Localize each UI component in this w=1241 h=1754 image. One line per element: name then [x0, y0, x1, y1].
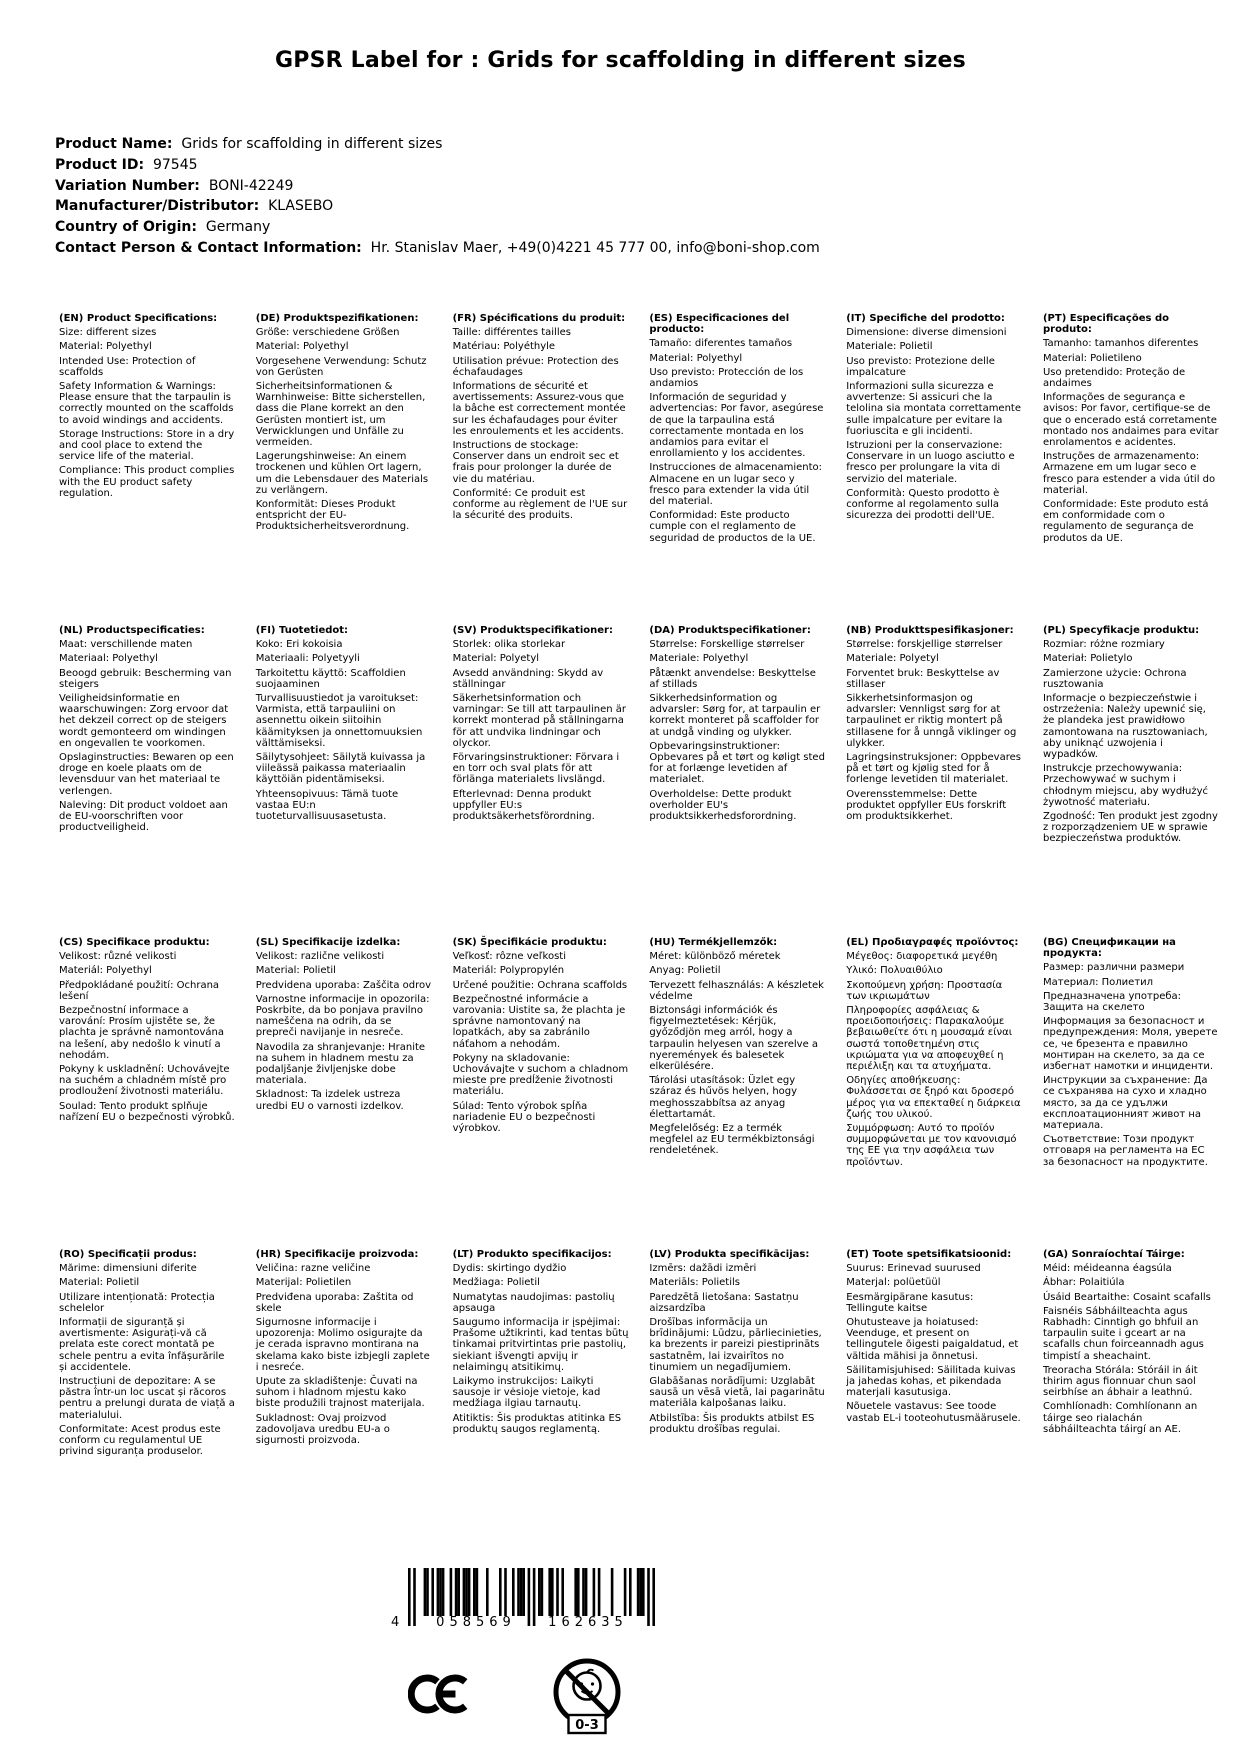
lang-block-da — [649, 625, 825, 937]
lang-block-title: (EN) Product Specifications: — [59, 313, 218, 324]
lang-block-paragraph: Safety Information & Warnings: Please ensure that the tarpaulin is correctly mounted on the scaffolds to avoid windings and accidents. — [59, 381, 234, 426]
lang-block-paragraph: Πληροφορίες ασφάλειας & προειδοποιήσεις: Παρακαλούμε βεβαιωθείτε ότι η μουσαμά είναι σωστά τοποθετημένη στις ικριώματα για να αποφευχθεί η περιέλιξη και τα ατυχήματα. — [846, 1005, 1013, 1073]
lang-block-paragraph: Informations de sécurité et avertissements: Assurez-vous que la bâche est correctement montée sur les échafaudages pour éviter les enroulements et les accidents. — [452, 381, 626, 437]
lang-block-paragraph: Overensstemmelse: Dette produktet oppfyller EUs forskrift om produktsikkerhet. — [846, 788, 1007, 823]
barcode-left-digits: 058569 — [436, 1615, 516, 1630]
lang-block-paragraph: Súlad: Tento výrobok spĺňa nariadenie EU o bezpečnosti výrobkov. — [452, 1100, 596, 1135]
lang-block-paragraph: Úsáid Beartaithe: Cosaint scafalls — [1042, 1291, 1211, 1303]
lang-block-paragraph: Materijal: Polietilen — [255, 1277, 352, 1289]
lang-block-paragraph: Uso previsto: Protección de los andamios — [649, 366, 804, 390]
ean-barcode — [391, 1568, 655, 1646]
lang-block-paragraph: Συμμόρφωση: Αυτό το προϊόν συμμορφώνεται με τον κανονισμό της ΕΕ για την ασφάλεια των προϊόντων. — [846, 1123, 1017, 1168]
lang-block-paragraph: Eesmärgipärane kasutus: Tellingute kaitse — [846, 1291, 974, 1314]
lang-block-title: (PL) Specyfikacje produktu: — [1042, 625, 1200, 636]
lang-block-paragraph: Méid: méideanna éagsúla — [1042, 1263, 1172, 1275]
lang-block-paragraph: Veľkosť: rôzne veľkosti — [452, 951, 567, 963]
lang-block-paragraph: Storage Instructions: Store in a dry and cool place to extend the service life of the material. — [59, 428, 235, 463]
lang-block-paragraph: Storlek: olika storlekar — [452, 639, 566, 651]
product-info-value: BONI-42249 — [208, 177, 294, 194]
lang-block-paragraph: Материал: Полиетил — [1042, 976, 1154, 988]
lang-block-paragraph: Skladnost: Ta izdelek ustreza uredbi EU o varnosti izdelkov. — [255, 1089, 404, 1112]
lang-block-paragraph: Yhteensopivuus: Tämä tuote vastaa EU:n tuoteturvallisuusasetusta. — [255, 788, 399, 823]
lang-block-lv — [649, 1249, 825, 1457]
lang-block-paragraph: Efterlevnad: Denna produkt uppfyller EU:s produktsäkerhetsförordning. — [452, 788, 595, 823]
lang-block-title: (IT) Specifiche del prodotto: — [846, 313, 1005, 324]
lang-block-paragraph: Ohutusteave ja hoiatused: Veenduge, et present on tellingutele õigesti paigaldatud, et vältida mähisi ja õnnetusi. — [846, 1317, 1019, 1362]
lang-block-paragraph: Turvallisuustiedot ja varoitukset: Varmista, että tarpauliini on asennettu oikein siitoihin käämityksen ja onnettomuuksien välttämiseksi. — [255, 693, 423, 749]
lang-block-title: (GA) Sonraíochtaí Táirge: — [1042, 1249, 1185, 1260]
lang-block-paragraph: Materiał: Polietylo — [1042, 653, 1133, 665]
lang-block-nl — [59, 625, 235, 937]
lang-block-ga — [1043, 1249, 1219, 1457]
lang-block-sk — [453, 937, 629, 1249]
lang-block-paragraph: Förvaringsinstruktioner: Förvara i en torr och sval plats för att förlänga materialets livslängd. — [452, 752, 620, 786]
lang-block-paragraph: Sikkerhetsinformasjon og advarsler: Vennligst sørg for at tarpaulinet er riktig montert på stillasene for å unngå viklinger og ulykker. — [846, 693, 1017, 749]
lang-block-it — [846, 313, 1022, 625]
product-info-line — [55, 217, 820, 238]
lang-block-paragraph: Μέγεθος: διαφορετικά μεγέθη — [846, 951, 998, 963]
lang-block-paragraph: Beoogd gebruik: Bescherming van steigers — [59, 667, 232, 690]
lang-block-paragraph: Materiaal: Polyethyl — [59, 653, 158, 665]
lang-block-title: (HR) Specifikacije proizvoda: — [255, 1249, 419, 1260]
lang-block-paragraph: Předpokládané použití: Ochrana lešení — [59, 979, 220, 1002]
lang-block-paragraph: Size: different sizes — [59, 327, 157, 339]
product-info-label: Product ID: — [55, 156, 145, 173]
lang-block-paragraph: Størrelse: forskjellige størrelser — [846, 639, 1003, 651]
lang-block-paragraph: Konformität: Dieses Produkt entspricht der EU-Produktsicherheitsverordnung. — [255, 499, 410, 533]
lang-block-paragraph: Comhlíonadh: Comhlíonann an táirge seo rialachán sábháilteachta táirgí an AE. — [1042, 1401, 1198, 1435]
product-info-line — [55, 134, 820, 155]
lang-block-paragraph: Инструкции за съхранение: Да се съхранява на сухо и хладно място, за да се удължи експлоатационният живот на материала. — [1042, 1075, 1208, 1132]
lang-block-paragraph: Istruzioni per la conservazione: Conservare in un luogo asciutto e fresco per prolungare la vita di servizio del materiale. — [846, 440, 1015, 485]
lang-block-paragraph: Dydis: skirtingo dydžio — [452, 1263, 567, 1275]
lang-block-title: (RO) Specificații produs: — [59, 1249, 197, 1260]
product-info-value: Hr. Stanislav Maer, +49(0)4221 45 777 00, info@boni-shop.com — [370, 239, 820, 256]
lang-block-paragraph: Material: Polyethyl — [649, 352, 743, 364]
lang-block-paragraph: Utilizare intenționată: Protecția schelelor — [59, 1291, 215, 1314]
lang-block-title: (DA) Produktspecifikationer: — [649, 625, 811, 636]
lang-block-paragraph: Varnostne informacije in opozorila: Poskrbite, da bo ponjava pravilno nameščena na odrih, da se prepreči navijanje in nesreče. — [255, 993, 430, 1039]
lang-block-paragraph: Informacje o bezpieczeństwie i ostrzeżenia: Należy upewnić się, że plandeka jest prawidłowo zamontowana na rusztowaniach, aby uniknąć uzwojenia i wypadków. — [1042, 693, 1208, 761]
age-restriction-label: 0-3 — [575, 1718, 599, 1733]
product-info-value: Grids for scaffolding in different sizes — [181, 136, 443, 152]
lang-block-paragraph: Treoracha Stórála: Stóráil in áit thirim agus fionnuar chun saol seirbhíse an ábhair a leathnú. — [1042, 1364, 1198, 1399]
barcode-right-digits: 162635 — [548, 1615, 628, 1630]
lang-block-paragraph: Materiale: Polietil — [846, 341, 933, 353]
product-info-value: 97545 — [152, 156, 198, 173]
lang-block-fr — [453, 313, 629, 625]
lang-block-paragraph: Suurus: Erinevad suurused — [846, 1263, 981, 1275]
lang-block-title: (PT) Especificações do produto: — [1042, 313, 1169, 336]
lang-block-paragraph: Nõuetele vastavus: See toode vastab EL-i tooteohutusmäärusele. — [846, 1401, 1021, 1424]
lang-block-paragraph: Atitiktis: Šis produktas atitinka ES produktų saugos reglamentą. — [452, 1412, 622, 1435]
lang-block-paragraph: Conformité: Ce produit est conforme au règlement de l'UE sur la sécurité des produits. — [452, 487, 628, 522]
lang-block-paragraph: Material: Polyethyl — [255, 341, 349, 353]
lang-block-paragraph: Vorgesehene Verwendung: Schutz von Gerüsten — [255, 355, 427, 378]
lang-block-fi — [256, 625, 432, 937]
lang-block-paragraph: Conformidad: Este producto cumple con el reglamento de seguridad de productos de la UE. — [649, 510, 816, 544]
lang-block-paragraph: Anyag: Polietil — [649, 965, 721, 977]
lang-block-paragraph: Naleving: Dit product voldoet aan de EU-voorschriften voor productveiligheid. — [59, 799, 228, 834]
lang-block-bg — [1043, 937, 1219, 1249]
lang-block-sv — [453, 625, 629, 937]
lang-block-paragraph: Medžiaga: Polietil — [452, 1277, 540, 1289]
lang-block-paragraph: Съответствие: Този продукт отговаря на регламента на ЕС за безопасност на продуктите. — [1042, 1134, 1208, 1168]
lang-block-hr — [256, 1249, 432, 1457]
lang-block-paragraph: Izmērs: dažādi izmēri — [649, 1263, 757, 1275]
lang-block-paragraph: Materiāls: Polietils — [649, 1277, 740, 1289]
product-info-line — [55, 155, 820, 176]
lang-block-title: (ES) Especificaciones del producto: — [649, 313, 790, 336]
lang-block-paragraph: Ábhar: Polaitiúla — [1042, 1277, 1125, 1289]
lang-block-paragraph: Размер: различни размери — [1042, 962, 1185, 974]
lang-block-pl — [1043, 625, 1219, 937]
lang-block-paragraph: Určené použitie: Ochrana scaffolds — [452, 979, 628, 991]
lang-block-paragraph: Drošības informācija un brīdinājumi: Lūdzu, pārliecinieties, ka brezents ir pareizi piestiprināts sastatnēm, lai izvairītos no tinumiem un negadījumiem. — [649, 1317, 822, 1373]
lang-block-paragraph: Velikost: různé velikosti — [59, 951, 177, 963]
lang-block-en — [59, 313, 235, 625]
lang-block-title: (SV) Produktspecifikationer: — [452, 625, 613, 636]
lang-block-hu — [649, 937, 825, 1249]
lang-block-paragraph: Größe: verschiedene Größen — [255, 327, 400, 339]
lang-block-title: (LT) Produkto specifikacijos: — [452, 1249, 612, 1260]
lang-block-paragraph: Οδηγίες αποθήκευσης: Φυλάσσεται σε ξηρό και δροσερό μέρος για να επεκταθεί η διάρκεια ζωής του υλικού. — [846, 1075, 1021, 1120]
barcode-lead-digit: 4 — [391, 1615, 400, 1630]
product-info-line — [55, 196, 820, 217]
lang-block-paragraph: Upute za skladištenje: Čuvati na suhom i hladnom mjestu kako biste produžili trajnost materijala. — [255, 1376, 425, 1410]
lang-block-paragraph: Paredzētā lietošana: Sastatņu aizsardzība — [649, 1291, 799, 1314]
lang-block-paragraph: Tervezett felhasználás: A készletek védelme — [649, 979, 824, 1002]
lang-block-title: (ET) Toote spetsifikatsioonid: — [846, 1249, 1012, 1260]
lang-block-paragraph: Størrelse: Forskellige størrelser — [649, 639, 805, 651]
product-info-label: Manufacturer/Distributor: — [55, 198, 260, 215]
ce-mark-icon — [408, 1670, 472, 1718]
lang-block-title: (HU) Termékjellemzők: — [649, 937, 778, 948]
lang-block-paragraph: Atbilstība: Šis produkts atbilst ES produktu drošības regulai. — [649, 1412, 815, 1435]
lang-block-paragraph: Tárolási utasítások: Üzlet egy száraz és hűvös helyen, hogy meghosszabbítsa az anyag élettartamát. — [649, 1075, 798, 1120]
lang-block-paragraph: Predvidena uporaba: Zaščita odrov — [255, 979, 432, 991]
language-specs-grid — [59, 313, 1240, 1457]
lang-block-paragraph: Avsedd användning: Skydd av ställningar — [452, 667, 604, 690]
product-info-line — [55, 176, 820, 197]
lang-block-paragraph: Predviđena uporaba: Zaštita od skele — [255, 1291, 414, 1314]
lang-block-paragraph: Mărime: dimensiuni diferite — [59, 1263, 197, 1275]
lang-block-paragraph: Instrucțiuni de depozitare: A se păstra într-un loc uscat și răcoros pentru a prelungi durata de viață a materialului. — [59, 1376, 235, 1421]
lang-block-title: (EL) Προδιαγραφές προϊόντος: — [846, 937, 1019, 948]
lang-block-paragraph: Pokyny k uskladnění: Uchovávejte na suchém a chladném místě pro prodloužení životnosti materiálu. — [59, 1064, 230, 1098]
lang-block-title: (FI) Tuotetiedot: — [255, 625, 349, 636]
lang-block-paragraph: Tarkoitettu käyttö: Scaffoldien suojaaminen — [255, 667, 406, 690]
lang-block-cs — [59, 937, 235, 1249]
product-info-section — [55, 134, 820, 259]
lang-block-paragraph: Tamanho: tamanhos diferentes — [1042, 338, 1199, 350]
lang-block-paragraph: Säilytysohjeet: Säilytä kuivassa ja viileässä paikassa materiaalin käyttöiän pidentämiseksi. — [255, 752, 426, 786]
lang-block-paragraph: Conformitate: Acest produs este conform cu regulamentul UE privind siguranța produselor. — [59, 1423, 221, 1458]
lang-block-paragraph: Lagerungshinweise: An einem trockenen und kühlen Ort lagern, um die Lebensdauer des Materials zu verlängern. — [255, 451, 429, 496]
lang-block-paragraph: Velikost: različne velikosti — [255, 951, 385, 963]
lang-block-paragraph: Navodila za shranjevanje: Hranite na suhem in hladnem mestu za podaljšanje življenjske dobe materiala. — [255, 1041, 426, 1087]
lang-block-paragraph: Uso previsto: Protezione delle impalcature — [846, 355, 995, 378]
lang-block-paragraph: Información de seguridad y advertencias: Por favor, asegúrese de que la tarpaulina está correctamente montada en los andamios para evitar el enrollamiento y los accidentes. — [649, 392, 824, 460]
lang-block-paragraph: Instrukcje przechowywania: Przechowywać w suchym i chłodnym miejscu, aby wydłużyć żywotność materiału. — [1042, 763, 1209, 808]
lang-block-paragraph: Sikkerhedsinformation og advarsler: Sørg for, at tarpaulin er korrekt monteret på scaffolder for at undgå vinding og ulykker. — [649, 693, 821, 738]
lang-block-ro — [59, 1249, 235, 1457]
lang-block-paragraph: Conformidade: Este produto está em conformidade com o regulamento de segurança de produtos da UE. — [1042, 499, 1209, 544]
lang-block-paragraph: Instrucciones de almacenamiento: Almacene en un lugar seco y fresco para extender la vida útil del material. — [649, 462, 823, 508]
lang-block-paragraph: Lagringsinstruksjoner: Oppbevares på et tørt og kjølig sted for å forlenge levetiden til materialet. — [846, 752, 1021, 786]
lang-block-paragraph: Sukladnost: Ovaj proizvod zadovoljava uredbu EU-a o sigurnosti proizvoda. — [255, 1412, 390, 1447]
lang-block-et — [846, 1249, 1022, 1457]
lang-block-paragraph: Informații de siguranță și avertismente: Asigurați-vă că prelata este corect montată pe schele pentru a evita înfășurările și accidentele. — [59, 1317, 225, 1373]
lang-block-paragraph: Laikymo instrukcijos: Laikyti sausoje ir vėsioje vietoje, kad medžiaga ilgiau tarnautų. — [452, 1376, 601, 1410]
lang-block-title: (CS) Specifikace produktu: — [59, 937, 210, 948]
lang-block-paragraph: Soulad: Tento produkt splňuje nařízení EU o bezpečnosti výrobků. — [59, 1100, 235, 1123]
lang-block-title: (DE) Produktspezifikationen: — [255, 313, 419, 324]
lang-block-paragraph: Maat: verschillende maten — [59, 639, 193, 651]
lang-block-paragraph: Υλικό: Πολυαιθύλιο — [846, 965, 943, 977]
lang-block-paragraph: Material: Polyethyl — [59, 341, 152, 353]
lang-block-paragraph: Numatytas naudojimas: pastolių apsauga — [452, 1291, 615, 1314]
lang-block-title: (NL) Productspecificaties: — [59, 625, 205, 636]
product-info-label: Contact Person & Contact Information: — [55, 239, 362, 256]
lang-block-paragraph: Bezpečnostné informácie a varovania: Uistite sa, že plachta je správne namontovaný na lopatkách, aby sa zabránilo náťahom a nehodám. — [452, 993, 626, 1050]
lang-block-paragraph: Zamierzone użycie: Ochrona rusztowania — [1042, 667, 1187, 690]
lang-block-paragraph: Instruções de armazenamento: Armazene em um lugar seco e fresco para estender a vida útil do material. — [1042, 451, 1216, 496]
product-info-value: Germany — [205, 219, 271, 236]
lang-block-paragraph: Σκοπούμενη χρήση: Προστασία των ικριωμάτων — [846, 979, 1003, 1002]
lang-block-paragraph: Veiligheidsinformatie en waarschuwingen: Zorg ervoor dat het dekzeil correct op de steigers wordt gemonteerd om windingen en ongevallen te voorkomen. — [59, 693, 229, 749]
lang-block-paragraph: Rozmiar: różne rozmiary — [1042, 639, 1165, 651]
lang-block-paragraph: Biztonsági információk és figyelmeztetések: Kérjük, győződjön meg arról, hogy a tarpaulin helyesen van szerelve a nyeremények és balesetek elkerülésére. — [649, 1005, 819, 1073]
lang-block-paragraph: Materiaali: Polyetyyli — [255, 653, 360, 665]
lang-block-paragraph: Conformità: Questo prodotto è conforme al regolamento sulla sicurezza dei prodotti dell'UE. — [846, 487, 1000, 522]
lang-block-pt — [1043, 313, 1219, 625]
product-info-label: Country of Origin: — [55, 219, 197, 236]
lang-block-es — [649, 313, 825, 625]
lang-block-paragraph: Faisnéis Sábháilteachta agus Rabhadh: Cinntigh go bhfuil an tarpaulin suite i gceart ar na scafalls chun foirceannadh agus timpistí a sheachaint. — [1042, 1305, 1204, 1362]
lang-block-paragraph: Информация за безопасност и предупреждения: Моля, уверете се, че брезента е правилно монтиран на скелето, за да се избегнат намотки и инциденти. — [1042, 1016, 1218, 1073]
lang-block-sl — [256, 937, 432, 1249]
lang-block-lt — [453, 1249, 629, 1457]
lang-block-paragraph: Utilisation prévue: Protection des échafaudages — [452, 355, 619, 378]
lang-block-paragraph: Intended Use: Protection of scaffolds — [59, 355, 196, 378]
lang-block-paragraph: Tamaño: diferentes tamaños — [649, 338, 793, 350]
lang-block-paragraph: Materiale: Polyethyl — [649, 653, 749, 665]
lang-block-paragraph: Dimensione: diverse dimensioni — [846, 327, 1007, 339]
lang-block-paragraph: Informazioni sulla sicurezza e avvertenze: Si assicuri che la telolina sia montata correttamente sulle impalcature per evitare la fuoriuscita e gli incidenti. — [846, 381, 1021, 437]
lang-block-paragraph: Materiál: Polyethyl — [59, 965, 152, 977]
product-info-label: Product Name: — [55, 136, 173, 152]
lang-block-paragraph: Taille: différentes tailles — [452, 327, 571, 339]
lang-block-paragraph: Bezpečnostní informace a varování: Prosím ujistěte se, že plachta je správně namontována na lešení, aby nedošlo k vinutí a nehodám. — [59, 1005, 225, 1061]
lang-block-paragraph: Instructions de stockage: Conserver dans un endroit sec et frais pour prolonger la durée de vie du matériau. — [452, 440, 619, 485]
lang-block-paragraph: Påtænkt anvendelse: Beskyttelse af stillads — [649, 667, 816, 690]
lang-block-paragraph: Materjal: polüetüül — [846, 1277, 941, 1289]
lang-block-paragraph: Glabāšanas norādījumi: Uzglabāt sausā un vēsā vietā, lai pagarinātu materiāla kalpošanas laiku. — [649, 1376, 825, 1410]
lang-block-paragraph: Material: Polietil — [59, 1277, 140, 1289]
lang-block-paragraph: Méret: különböző méretek — [649, 951, 781, 963]
lang-block-paragraph: Material: Polietil — [255, 965, 336, 977]
lang-block-paragraph: Informações de segurança e avisos: Por favor, certifique-se de que o encerado está corretamente montado nos andaimes para evitar enrolamentos e acidentes. — [1042, 392, 1219, 449]
product-info-value: KLASEBO — [268, 198, 334, 215]
lang-block-paragraph: Saugumo informacija ir įspėjimai: Prašome užtikrinti, kad tentas būtų tinkamai pritvirtintas prie pastolių, siekiant išvengti apvijų ir nelaimingų atsitikimų. — [452, 1317, 629, 1373]
lang-block-paragraph: Material: Polyetyl — [452, 653, 540, 665]
lang-block-paragraph: Veličina: razne veličine — [255, 1263, 371, 1275]
lang-block-title: (NB) Produkttspesifikasjoner: — [846, 625, 1014, 636]
lang-block-paragraph: Koko: Eri kokoisia — [255, 639, 343, 651]
lang-block-title: (SK) Špecifikácie produktu: — [452, 937, 607, 948]
lang-block-title: (LV) Produkta specifikācijas: — [649, 1249, 810, 1260]
lang-block-title: (SL) Specifikacije izdelka: — [255, 937, 401, 948]
lang-block-paragraph: Materiál: Polypropylén — [452, 965, 565, 977]
page-title: GPSR Label for : Grids for scaffolding in different sizes — [275, 48, 966, 73]
product-info-label: Variation Number: — [55, 177, 200, 194]
age-restriction-0-3-icon — [550, 1652, 624, 1744]
lang-block-paragraph: Sicherheitsinformationen & Warnhinweise: Bitte sicherstellen, dass die Plane korrekt an den Gerüsten montiert ist, um Verwicklungen und Unfälle zu vermeiden. — [255, 381, 426, 449]
lang-block-paragraph: Materiale: Polyetyl — [846, 653, 939, 665]
lang-block-paragraph: Megfelelőség: Ez a termék megfelel az EU termékbiztonsági rendeletének. — [649, 1123, 815, 1157]
lang-block-paragraph: Material: Polietileno — [1042, 352, 1142, 364]
lang-block-de — [256, 313, 432, 625]
lang-block-nb — [846, 625, 1022, 937]
lang-block-paragraph: Pokyny na skladovanie: Uchovávajte v suchom a chladnom mieste pre predĺženie životnosti materiálu. — [452, 1052, 629, 1098]
product-info-line — [55, 238, 820, 259]
lang-block-paragraph: Sigurnosne informacije i upozorenja: Molimo osigurajte da je cerada ispravno montirana na skelama kako biste izbjegli zaplete i nesreće. — [255, 1317, 430, 1373]
lang-block-el — [846, 937, 1022, 1249]
lang-block-title: (BG) Спецификации на продукта: — [1042, 937, 1176, 960]
lang-block-paragraph: Säkerhetsinformation och varningar: Se till att tarpaulinen är korrekt monterad på ställningarna för att undvika lindningar och olyckor. — [452, 693, 627, 749]
lang-block-paragraph: Opbevaringsinstruktioner: Opbevares på et tørt og køligt sted for at forlænge levetiden af materialet. — [649, 740, 825, 786]
lang-block-paragraph: Säilitamisjuhised: Säilitada kuivas ja jahedas kohas, et pikendada materjali kasutusiga. — [846, 1364, 1016, 1399]
lang-block-paragraph: Zgodność: Ten produkt jest zgodny z rozporządzeniem UE w sprawie bezpieczeństwa produktów. — [1042, 811, 1218, 845]
lang-block-paragraph: Compliance: This product complies with the EU product safety regulation. — [59, 465, 235, 499]
lang-block-paragraph: Overholdelse: Dette produkt overholder EU's produktsikkerhedsforordning. — [649, 788, 797, 823]
lang-block-paragraph: Opslaginstructies: Bewaren op een droge en koele plaats om de levensduur van het materiaal te verlengen. — [59, 752, 234, 797]
lang-block-paragraph: Forventet bruk: Beskyttelse av stillaser — [846, 667, 1000, 690]
lang-block-title: (FR) Spécifications du produit: — [452, 313, 626, 324]
lang-block-paragraph: Matériau: Polyéthyle — [452, 341, 556, 353]
lang-block-paragraph: Uso pretendido: Proteção de andaimes — [1042, 366, 1186, 390]
lang-block-paragraph: Предназначена употреба: Защита на скелето — [1042, 990, 1182, 1014]
